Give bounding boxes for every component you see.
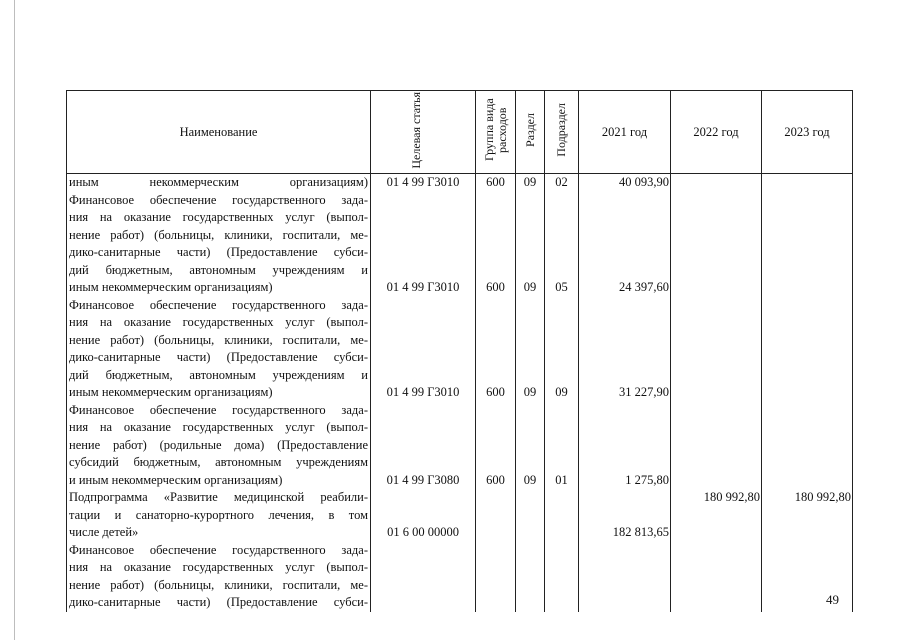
- name-line: субсидий бюджетным, автономным учреждениям: [69, 455, 368, 469]
- expense-group-value: 600: [486, 472, 505, 487]
- name-line: ния на оказание государственных услуг (выпол-: [69, 210, 368, 224]
- header-2022: 2022 год: [671, 91, 762, 174]
- amount-2022-column: [671, 174, 762, 612]
- expense-group-value: 600: [486, 175, 505, 189]
- subsection-value: 09: [555, 385, 568, 399]
- header-name: Наименование: [67, 91, 371, 174]
- header-subsection: Подраздел: [545, 91, 579, 174]
- expense-group-value: 600: [486, 280, 505, 294]
- name-line: дико-санитарные части) (Предоставление субси-: [69, 595, 368, 609]
- amount-2021-value: 31 227,90: [619, 385, 669, 399]
- name-line: и иным некоммерческим организациям): [69, 472, 283, 487]
- subsection-column: [545, 174, 579, 612]
- name-line: ния на оказание государственных услуг (выпол-: [69, 560, 368, 574]
- subsection-value: 02: [555, 175, 568, 189]
- amount-2021-value: 182 813,65: [612, 525, 669, 539]
- name-line: Финансовое обеспечение государственного зада-: [69, 297, 368, 312]
- header-target-article: Целевая статья: [371, 91, 476, 174]
- section-value: 09: [523, 385, 537, 399]
- section-column: [516, 174, 545, 612]
- subsection-value: 05: [555, 280, 568, 294]
- name-line: дико-санитарные части) (Предоставление субси-: [69, 245, 368, 259]
- name-line: тации и санаторно-курортного лечения, в том: [69, 507, 368, 522]
- target-article-value: 01 4 99 Г3010: [386, 385, 460, 399]
- target-article-value: 01 4 99 Г3010: [386, 280, 460, 294]
- header-2023: 2023 год: [762, 91, 853, 174]
- name-line: иным некоммерческим организациям): [69, 280, 273, 294]
- expense-group-value: 600: [486, 385, 505, 399]
- target-article-value: 01 4 99 Г3010: [386, 175, 460, 189]
- name-line: Финансовое обеспечение государственного зада-: [69, 402, 368, 417]
- name-line: нение работ) (родильные дома) (Предоставление: [69, 437, 368, 452]
- amount-2021-value: 40 093,90: [619, 175, 669, 189]
- name-line: нение работ) (больницы, клиники, госпитали, ме-: [69, 577, 368, 592]
- name-line: дико-санитарные части) (Предоставление субси-: [69, 350, 368, 364]
- expense-group-column: [476, 174, 516, 612]
- name-line: нение работ) (больницы, клиники, госпитали, ме-: [69, 227, 368, 242]
- name-line: ния на оказание государственных услуг (выпол-: [69, 315, 368, 329]
- amount-2021-value: 1 275,80: [625, 472, 669, 487]
- table-header-row: [67, 91, 853, 174]
- name-line: Финансовое обеспечение государственного зада-: [69, 542, 368, 557]
- page-edge-line: [14, 0, 15, 640]
- budget-table: [66, 90, 853, 612]
- section-value: 09: [523, 175, 537, 189]
- name-line: иным некоммерческим организациям): [69, 175, 368, 189]
- name-line: ния на оказание государственных услуг (выпол-: [69, 420, 368, 434]
- subsection-value: 01: [555, 472, 568, 487]
- header-2021: 2021 год: [579, 91, 671, 174]
- target-article-value: 01 6 00 00000: [387, 525, 459, 539]
- name-line: дий бюджетным, автономным учреждениям и: [69, 367, 368, 382]
- amount-2023-column: [762, 174, 853, 612]
- name-line: иным некоммерческим организациям): [69, 385, 273, 399]
- name-line: дий бюджетным, автономным учреждениям и: [69, 262, 368, 277]
- name-line: Финансовое обеспечение государственного зада-: [69, 192, 368, 207]
- amount-2022-value: 180 992,80: [703, 490, 760, 504]
- section-value: 09: [523, 280, 537, 294]
- amount-2021-value: 24 397,60: [619, 280, 669, 294]
- page-number: 49: [826, 592, 839, 607]
- amount-2023-value: 180 992,80: [794, 490, 851, 504]
- name-line: Подпрограмма «Развитие медицинской реабили-: [69, 490, 368, 504]
- section-value: 09: [523, 472, 537, 487]
- target-article-column: [371, 174, 476, 612]
- header-section: Раздел: [516, 91, 545, 174]
- name-column: [67, 174, 371, 612]
- table-body-row: [67, 174, 853, 612]
- amount-2021-column: [579, 174, 671, 612]
- target-article-value: 01 4 99 Г3080: [386, 472, 460, 487]
- name-line: нение работ) (больницы, клиники, госпитали, ме-: [69, 332, 368, 347]
- name-line: числе детей»: [69, 525, 139, 539]
- header-expense-group: Группа вида расходов: [476, 91, 516, 174]
